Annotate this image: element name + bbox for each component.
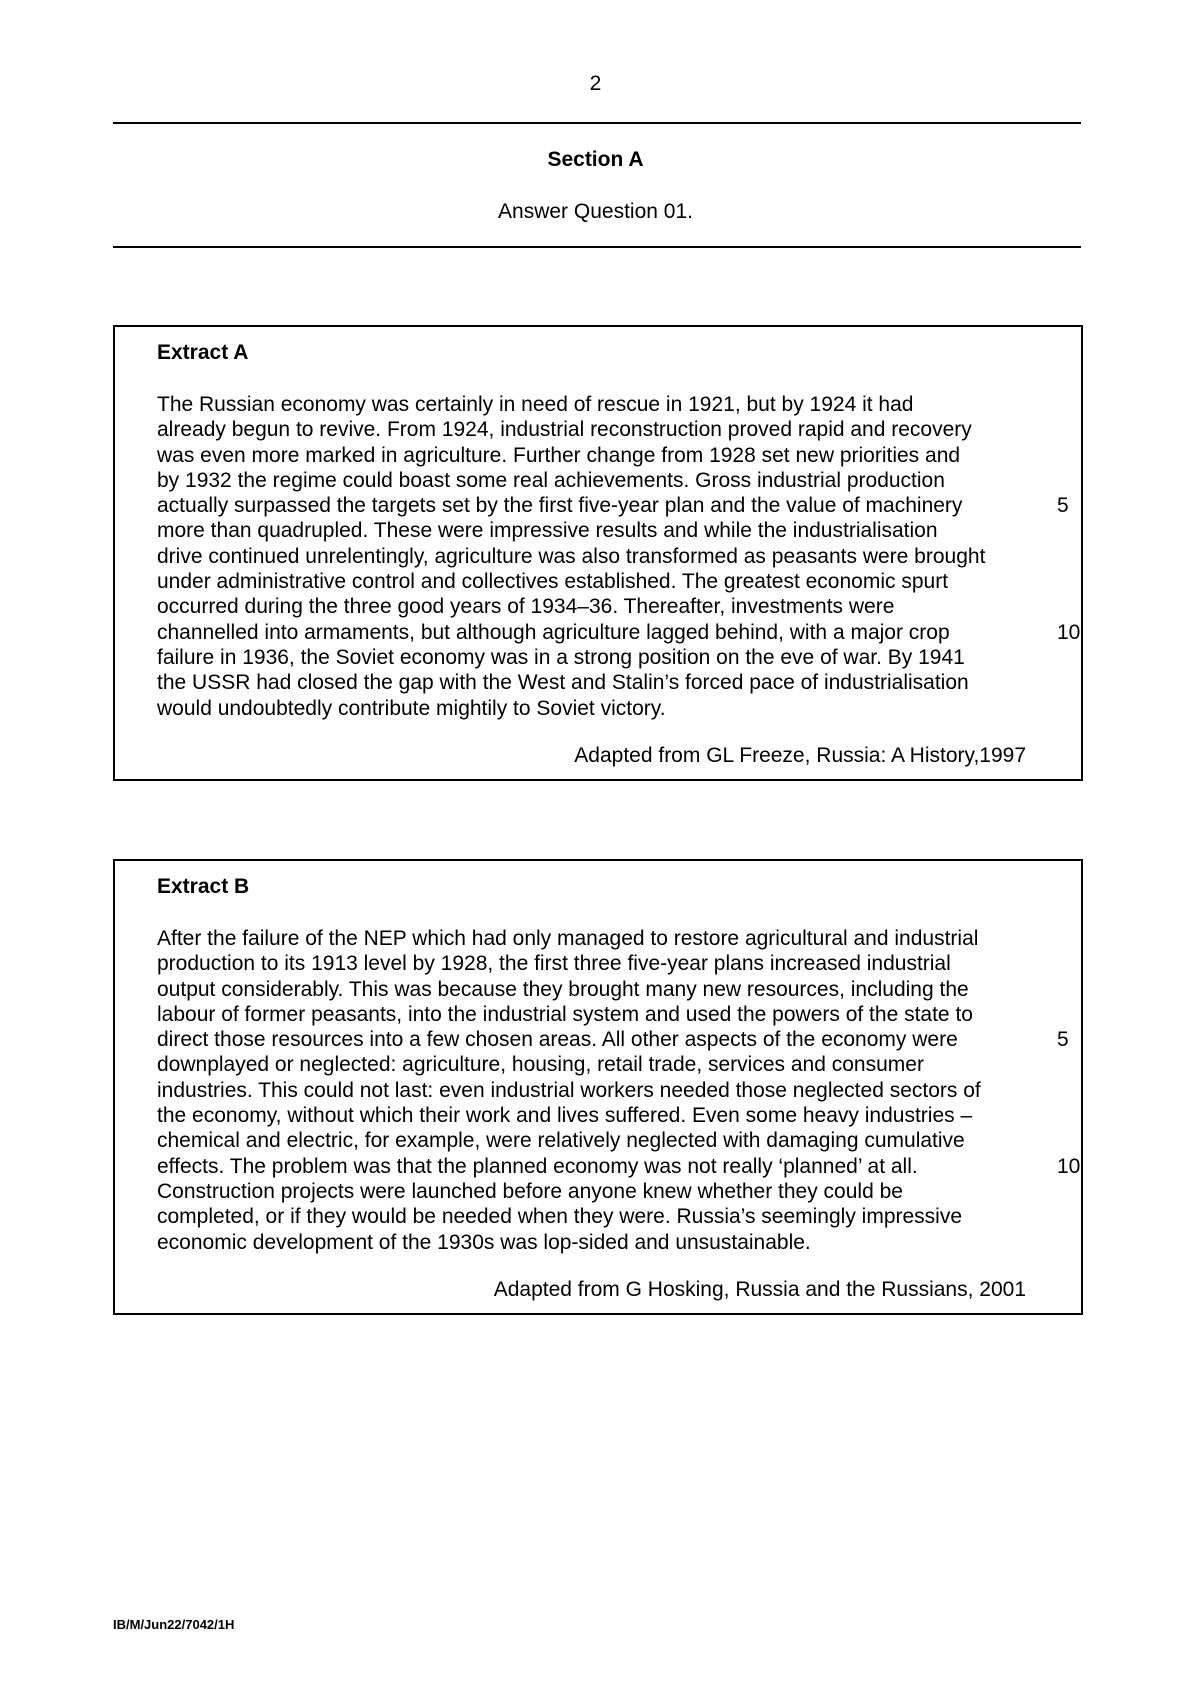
text-line (157, 392, 1077, 417)
top-divider (113, 122, 1081, 124)
text-line (157, 518, 1077, 543)
text-line (157, 1103, 1077, 1128)
line-number: 5 (1057, 1028, 1069, 1052)
line-text: labour of former peasants, into the industrial system and used the powers of the state to (157, 1002, 973, 1026)
line-text: occurred during the three good years of 1934–36. Thereafter, investments were (157, 595, 895, 619)
extract-b-box (113, 859, 1083, 1315)
line-text: under administrative control and collectives established. The greatest economic spurt (157, 570, 949, 594)
text-line (157, 926, 1077, 951)
instruction: Answer Question 01. (498, 200, 693, 223)
text-line (157, 670, 1077, 695)
line-text: production to its 1913 level by 1928, the first three five-year plans increased industrial (157, 952, 951, 976)
text-line (157, 493, 1077, 518)
text-line (157, 569, 1077, 594)
text-line (157, 1052, 1077, 1077)
line-text: industries. This could not last: even industrial workers needed those neglected sectors of (157, 1078, 981, 1102)
text-line (157, 443, 1077, 468)
section-title: Section A (547, 148, 644, 171)
page-number: 2 (589, 72, 602, 95)
line-number: 5 (1057, 494, 1069, 518)
line-text: downplayed or neglected: agriculture, housing, retail trade, services and consumer (157, 1053, 924, 1077)
text-line (157, 645, 1077, 670)
extract-heading: Extract B (157, 875, 250, 898)
extract-text (157, 392, 1081, 721)
extract-a-box (113, 325, 1083, 781)
text-line (157, 1002, 1077, 1027)
line-text: channelled into armaments, but although agriculture lagged behind, with a major crop (157, 620, 950, 644)
text-line (157, 951, 1077, 976)
line-text: failure in 1936, the Soviet economy was in a strong position on the eve of war. By 1941 (157, 645, 965, 669)
text-line (157, 620, 1081, 645)
footer-reference: IB/M/Jun22/7042/1H (113, 1617, 235, 1632)
line-text: the USSR had closed the gap with the West and Stalin’s forced pace of industrialisation (157, 671, 969, 695)
text-line (157, 417, 1077, 442)
line-text: was even more marked in agriculture. Further change from 1928 set new priorities and (157, 443, 961, 467)
bottom-divider (113, 246, 1081, 248)
text-line (157, 1128, 1077, 1153)
text-line (157, 1027, 1077, 1052)
line-number: 10 (1057, 620, 1081, 644)
extract-heading: Extract A (157, 341, 249, 364)
text-line (157, 468, 1077, 493)
line-text: actually surpassed the targets set by the first five-year plan and the value of machinery (157, 494, 963, 518)
line-text: completed, or if they would be needed when they were. Russia’s seemingly impressive (157, 1205, 963, 1229)
line-text: Construction projects were launched before anyone knew whether they could be (157, 1179, 903, 1203)
line-text: economic development of the 1930s was lop-sided and unsustainable. (157, 1230, 811, 1254)
line-text: effects. The problem was that the planned economy was not really ‘planned’ at all. (157, 1154, 918, 1178)
text-line (157, 1154, 1081, 1179)
line-text: The Russian economy was certainly in need of rescue in 1921, but by 1924 it had (157, 393, 914, 416)
line-text: After the failure of the NEP which had only managed to restore agricultural and industrial (157, 927, 979, 950)
extract-source: Adapted from GL Freeze, Russia: A History,1997 (574, 744, 1026, 767)
line-text: the economy, without which their work and lives suffered. Even some heavy industries – (157, 1104, 973, 1128)
text-line (157, 1204, 1077, 1229)
line-text: already begun to revive. From 1924, industrial reconstruction proved rapid and recovery (157, 418, 972, 442)
line-text: by 1932 the regime could boast some real achievements. Gross industrial production (157, 468, 945, 492)
line-text: more than quadrupled. These were impressive results and while the industrialisation (157, 519, 938, 543)
text-line (157, 544, 1077, 569)
line-text: output considerably. This was because they brought many new resources, including the (157, 977, 969, 1001)
line-text: would undoubtedly contribute mightily to Soviet victory. (157, 696, 666, 720)
line-text: direct those resources into a few chosen areas. All other aspects of the economy were (157, 1028, 958, 1052)
text-line (157, 1078, 1077, 1103)
extract-source: Adapted from G Hosking, Russia and the Russians, 2001 (493, 1278, 1026, 1301)
line-text: chemical and electric, for example, were relatively neglected with damaging cumulative (157, 1129, 965, 1153)
text-line (157, 977, 1077, 1002)
text-line (157, 594, 1077, 619)
line-number: 10 (1057, 1154, 1081, 1178)
text-line (157, 696, 1077, 721)
text-line (157, 1179, 1077, 1204)
line-text: drive continued unrelentingly, agriculture was also transformed as peasants were brought (157, 544, 986, 568)
text-line (157, 1230, 1077, 1255)
extract-text (157, 926, 1081, 1255)
